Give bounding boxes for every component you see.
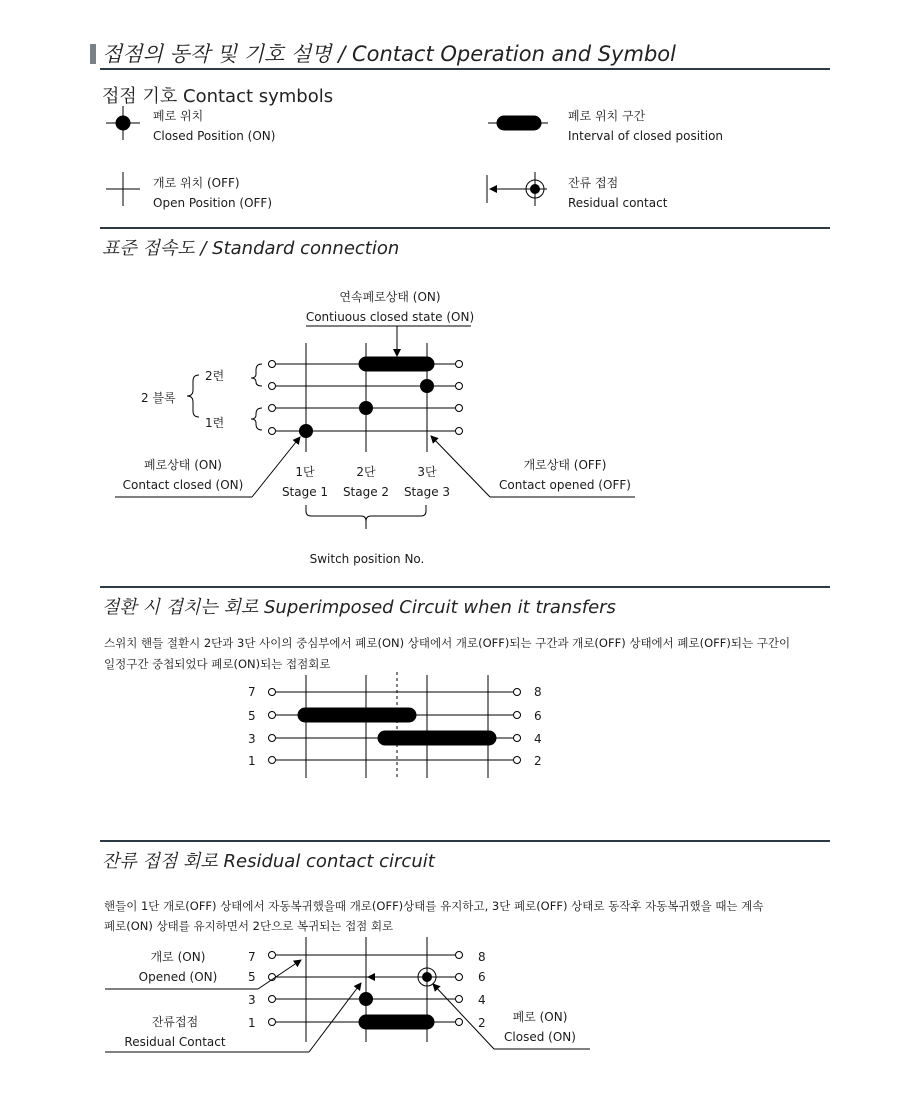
opened-label-kr: 개로 (ON) [150,950,206,964]
contact-opened-label-kr: 개로상태 (OFF) [523,458,607,472]
terminal-7: 7 [248,685,256,699]
continuous-closed-label-kr: 연속폐로상태 (ON) [339,290,441,304]
closed-position-symbol [106,106,140,140]
stage3-en: Stage 3 [403,485,451,499]
terminal-4: 4 [534,732,542,746]
stage2-en: Stage 2 [342,485,390,499]
open-position-label-kr: 개로 위치 (OFF) [153,176,240,190]
stage1-en: Stage 1 [281,485,329,499]
contact-closed-label-en: Contact closed (ON) [122,478,244,492]
residual-contact-symbol [487,172,547,206]
closed-position-label-kr: 폐로 위치 [153,109,204,123]
stage3-kr: 3단 [417,465,437,479]
closed-label-en: Closed (ON) [504,1030,576,1044]
section-title-residual-contact-circuit: 잔류 접점 회로 Residual contact circuit [102,851,435,872]
opened-label-en: Opened (ON) [138,970,218,984]
open-position-label-en: Open Position (OFF) [153,196,273,210]
residual-contact-label-en: Residual contact [568,196,668,210]
continuous-closed-label-en: Contiuous closed state (ON) [305,310,475,324]
contact-closed-label-kr: 폐로상태 (ON) [144,458,222,472]
terminal-3: 3 [248,993,256,1007]
contact-opened-label-en: Contact opened (OFF) [499,478,631,492]
residual-contact-label-kr: 잔류 접점 [568,176,619,190]
terminal-4: 4 [478,993,486,1007]
closed-interval-label-kr: 폐로 위치 구간 [568,109,646,123]
residual-label-kr: 잔류접점 [151,1015,199,1029]
terminal-5: 5 [248,709,256,723]
open-position-symbol [106,172,140,206]
stage2-kr: 2단 [356,465,376,479]
superimposed-desc-line2: 일정구간 중첩되었다 폐로(ON)되는 접점회로 [104,657,331,671]
terminal-1: 1 [248,754,256,768]
standard-connection-diagram [115,326,635,529]
closed-interval-symbol [488,116,548,130]
closed-label-kr: 폐로 (ON) [512,1010,568,1024]
terminal-5: 5 [248,970,256,984]
section-title-contact-operation: 접점의 동작 및 기호 설명 / Contact Operation and Symbol [102,42,676,66]
residual-desc-line2: 폐로(ON) 상태를 유지하면서 2단으로 복귀되는 접점 회로 [104,919,394,933]
closed-position-label-en: Closed Position (ON) [153,129,276,143]
residual-contact-diagram [105,937,590,1052]
superimposed-desc-line1: 스위치 핸들 절환시 2단과 3단 사이의 중심부에서 폐로(ON) 상태에서 개로(OFF)되는 구간과 개로(OFF) 상태에서 폐로(OFF)되는 구간이 [104,636,791,650]
terminal-6: 6 [478,970,486,984]
section-title-standard-connection: 표준 접속도 / Standard connection [102,238,400,259]
stage1-kr: 1단 [295,465,315,479]
terminal-1: 1 [248,1016,256,1030]
terminal-6: 6 [534,709,542,723]
contact-symbols-subtitle: 접점 기호 Contact symbols [102,86,334,107]
ren2-label: 2련 [205,369,225,383]
ren1-label: 1련 [205,416,225,430]
terminal-3: 3 [248,732,256,746]
terminal-8: 8 [478,950,486,964]
residual-desc-line1: 핸들이 1단 개로(OFF) 상태에서 자동복귀했을때 개로(OFF)상태를 유지하고, 3단 폐로(OFF) 상태로 동작후 자동복귀했을 때는 계속 [104,899,764,913]
switch-position-label: Switch position No. [309,552,425,566]
terminal-8: 8 [534,685,542,699]
residual-label-en: Residual Contact [124,1035,226,1049]
terminal-2: 2 [478,1016,486,1030]
terminal-7: 7 [248,950,256,964]
terminal-2: 2 [534,754,542,768]
closed-interval-label-en: Interval of closed position [568,129,724,143]
superimposed-circuit-diagram [269,672,521,780]
block-label: 2 블록 [141,391,176,405]
section-title-superimposed-circuit: 절환 시 겹치는 회로 Superimposed Circuit when it transfers [102,597,616,618]
